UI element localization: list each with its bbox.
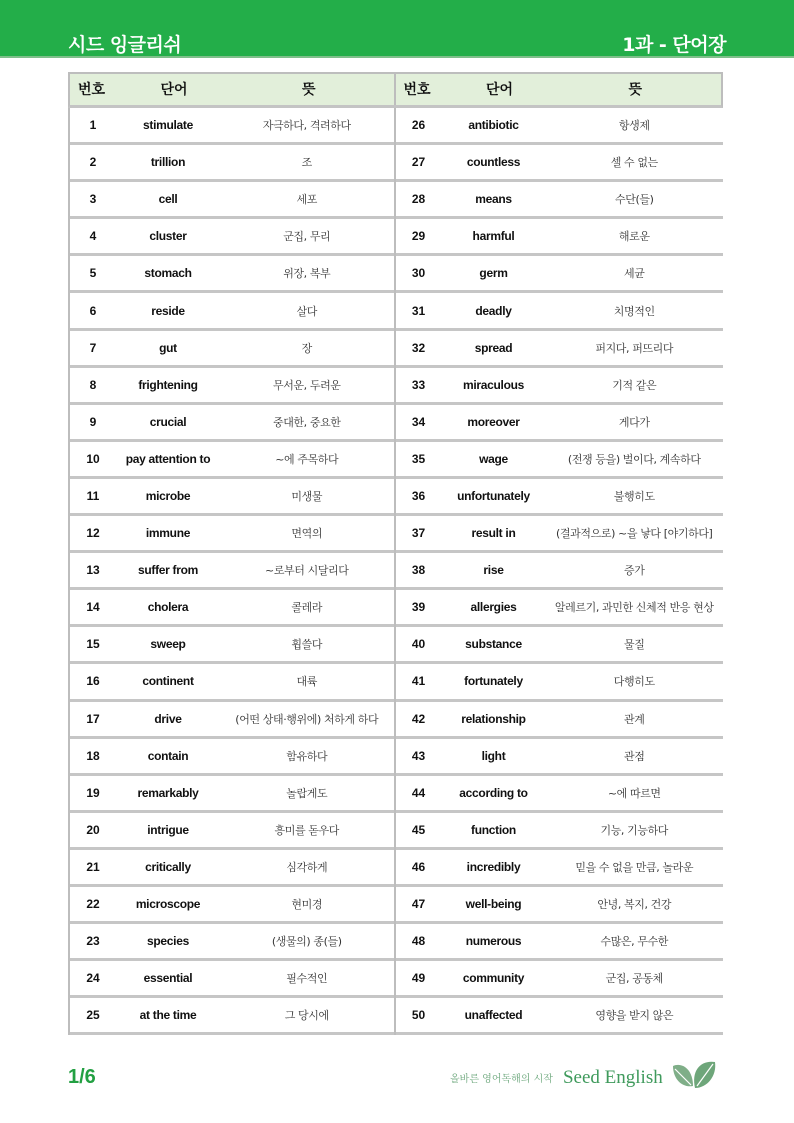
word-text: light [481, 748, 506, 763]
word-text: cell [158, 192, 178, 207]
table-row [396, 331, 724, 368]
word-meaning: 항생제 [618, 119, 650, 133]
word-number: 1 [89, 118, 97, 133]
word-text: antibiotic [468, 118, 519, 133]
table-row [70, 256, 394, 293]
word-text: immune [145, 526, 191, 541]
word-meaning: 미생물 [291, 489, 323, 503]
table-row [396, 256, 724, 293]
word-number: 33 [411, 377, 426, 392]
word-meaning: (생물의) 종(들) [271, 935, 342, 949]
table-row [396, 776, 724, 813]
word-meaning: 군집, 공동체 [605, 972, 663, 986]
leaf-logo-icon [671, 1060, 717, 1095]
word-meaning: (어떤 상태·행위에) 처하게 하다 [235, 712, 379, 726]
table-row [70, 850, 394, 887]
word-text: function [471, 822, 516, 837]
word-text: critically [145, 859, 191, 874]
table-row [396, 590, 724, 627]
word-number: 3 [89, 192, 97, 207]
word-number: 6 [89, 303, 97, 318]
word-number: 46 [411, 859, 426, 874]
table-row [70, 108, 394, 145]
word-meaning: 함유하다 [286, 749, 328, 763]
table-row [70, 293, 394, 330]
header-number: 번호 [78, 82, 106, 98]
word-number: 32 [411, 340, 426, 355]
word-number: 18 [86, 748, 100, 763]
word-meaning: 기능, 기능하다 [600, 823, 669, 837]
table-row [396, 664, 724, 701]
word-number: 23 [86, 934, 100, 949]
word-text: continent [142, 674, 194, 689]
word-text: incredibly [466, 859, 521, 874]
word-number: 37 [411, 526, 426, 541]
word-meaning: 퍼지다, 퍼뜨리다 [595, 341, 674, 355]
word-meaning: 조 [301, 156, 312, 170]
word-text: allergies [470, 600, 517, 615]
table-body [68, 108, 723, 1035]
word-meaning: 심각하게 [286, 860, 328, 874]
word-number: 27 [411, 155, 426, 170]
table-row [396, 627, 724, 664]
table-row [396, 145, 724, 182]
word-text: rise [483, 563, 504, 578]
word-number: 12 [86, 526, 100, 541]
word-text: cholera [147, 600, 189, 615]
word-text: cluster [149, 229, 187, 244]
word-text: gut [159, 340, 177, 355]
word-number: 49 [411, 971, 426, 986]
word-text: microscope [135, 897, 201, 912]
word-meaning: 무서운, 두려운 [272, 378, 341, 392]
brand-title: 시드 잉글리쉬 [68, 34, 182, 56]
table-row [70, 368, 394, 405]
word-number: 7 [89, 340, 97, 355]
word-meaning: 수단(들) [615, 193, 654, 207]
word-meaning: ~로부터 시달리다 [265, 564, 349, 578]
header-word: 단어 [485, 82, 514, 98]
table-row [70, 219, 394, 256]
footer-brand [450, 1060, 717, 1095]
table-row [70, 887, 394, 924]
word-text: species [147, 934, 189, 949]
table-row [396, 219, 724, 256]
header-bar [0, 0, 794, 58]
word-number: 44 [411, 785, 426, 800]
word-meaning: 치명적인 [613, 304, 655, 318]
table-row [396, 516, 724, 553]
vocabulary-table [68, 72, 723, 1035]
word-meaning: 증가 [624, 564, 645, 578]
table-row [396, 998, 724, 1035]
table-row [396, 887, 724, 924]
word-number: 13 [86, 563, 100, 578]
table-row [396, 182, 724, 219]
word-meaning: 필수적인 [286, 972, 328, 986]
header-word: 단어 [160, 82, 188, 98]
table-row [396, 553, 724, 590]
table-row [70, 627, 394, 664]
table-row [396, 293, 724, 330]
word-number: 15 [86, 637, 100, 652]
table-row [70, 702, 394, 739]
header-number: 번호 [403, 82, 431, 98]
word-text: stomach [144, 266, 192, 281]
table-row [396, 739, 724, 776]
word-text: suffer from [137, 563, 199, 578]
word-number: 20 [86, 822, 100, 837]
word-number: 24 [86, 971, 100, 986]
word-number: 36 [411, 488, 426, 503]
word-meaning: 기적 같은 [612, 378, 657, 392]
word-text: means [475, 192, 512, 207]
word-text: contain [147, 748, 189, 763]
word-meaning: (결과적으로) ~을 낳다 [야기하다] [556, 527, 713, 541]
word-meaning: 놀랍게도 [286, 786, 328, 800]
word-number: 11 [86, 488, 100, 503]
page-indicator: 1/6 [68, 1066, 96, 1088]
brand-name: Seed English [562, 1066, 663, 1088]
word-number: 14 [86, 600, 100, 615]
word-meaning: 살다 [296, 304, 317, 318]
table-row [70, 739, 394, 776]
word-number: 9 [89, 414, 97, 429]
table-row [70, 479, 394, 516]
header-meaning: 뜻 [301, 82, 316, 98]
table-row [396, 961, 724, 998]
word-number: 5 [89, 266, 97, 281]
word-meaning: 자극하다, 격려하다 [262, 119, 351, 133]
word-number: 42 [411, 711, 426, 726]
word-text: community [462, 971, 525, 986]
word-meaning: 휩쓸다 [291, 638, 323, 652]
word-text: relationship [461, 711, 526, 726]
table-row [70, 998, 394, 1035]
table-row [396, 442, 724, 479]
word-text: microbe [145, 488, 191, 503]
word-number: 38 [411, 563, 426, 578]
word-meaning: 관계 [624, 712, 645, 726]
word-text: essential [143, 971, 193, 986]
word-meaning: 군집, 무리 [283, 230, 331, 244]
word-meaning: 해로운 [618, 230, 650, 244]
word-meaning: 장 [301, 341, 312, 355]
word-text: well-being [465, 897, 522, 912]
table-row [70, 590, 394, 627]
word-number: 47 [411, 897, 426, 912]
word-meaning: 믿을 수 없을 만큼, 놀라운 [575, 860, 694, 874]
table-row [70, 516, 394, 553]
word-number: 17 [86, 711, 100, 726]
table-row [70, 924, 394, 961]
word-meaning: 면역의 [291, 527, 323, 541]
word-text: drive [154, 711, 182, 726]
word-meaning: 흥미를 돋우다 [274, 823, 339, 837]
word-text: deadly [475, 303, 512, 318]
word-text: result in [471, 526, 516, 541]
word-meaning: 안녕, 복지, 건강 [597, 898, 672, 912]
word-meaning: ~에 따르면 [607, 786, 661, 800]
word-number: 40 [411, 637, 426, 652]
word-text: frightening [138, 377, 198, 392]
word-meaning: 게다가 [618, 415, 650, 429]
word-meaning: 대륙 [296, 675, 317, 689]
table-header [68, 72, 723, 108]
word-meaning: 현미경 [291, 898, 323, 912]
left-column [68, 108, 396, 1035]
table-row [396, 368, 724, 405]
word-text: spread [474, 340, 513, 355]
word-meaning: 중대한, 중요한 [272, 415, 341, 429]
word-number: 43 [411, 748, 426, 763]
table-row [396, 924, 724, 961]
word-text: germ [479, 266, 508, 281]
right-column [396, 108, 724, 1035]
table-row [396, 702, 724, 739]
word-text: sweep [150, 637, 186, 652]
table-row [70, 442, 394, 479]
word-number: 41 [411, 674, 426, 689]
word-number: 19 [86, 785, 100, 800]
word-number: 34 [411, 414, 426, 429]
table-row [70, 961, 394, 998]
word-meaning: 물질 [624, 638, 645, 652]
word-number: 50 [411, 1008, 426, 1023]
header-meaning: 뜻 [628, 82, 643, 98]
table-row [396, 108, 724, 145]
lesson-title: 1과 - 단어장 [622, 34, 726, 56]
table-row [70, 331, 394, 368]
word-meaning: (전쟁 등을) 벌이다, 계속하다 [567, 452, 701, 466]
word-meaning: 영향을 받지 않은 [595, 1009, 674, 1023]
table-row [70, 553, 394, 590]
table-row [396, 813, 724, 850]
word-text: stimulate [143, 118, 193, 133]
word-number: 45 [411, 822, 426, 837]
table-row [70, 776, 394, 813]
brand-slogan: 올바른 영어독해의 시작 [450, 1074, 553, 1085]
word-meaning: 불행히도 [613, 489, 655, 503]
table-row [396, 405, 724, 442]
word-meaning: 콜레라 [291, 601, 323, 615]
word-text: miraculous [462, 377, 525, 392]
word-text: moreover [467, 414, 520, 429]
word-number: 28 [411, 192, 426, 207]
word-meaning: 관점 [624, 749, 645, 763]
word-number: 21 [86, 859, 100, 874]
word-number: 26 [411, 118, 426, 133]
word-number: 4 [89, 229, 97, 244]
table-row [70, 405, 394, 442]
word-number: 29 [411, 229, 426, 244]
table-row [70, 664, 394, 701]
word-text: fortunately [464, 674, 523, 689]
word-meaning: 다행히도 [613, 675, 655, 689]
word-number: 35 [411, 451, 426, 466]
word-text: countless [466, 155, 521, 170]
word-number: 16 [86, 674, 100, 689]
word-text: intrigue [147, 822, 189, 837]
word-text: trillion [150, 155, 186, 170]
word-text: reside [151, 303, 185, 318]
word-text: unaffected [464, 1008, 523, 1023]
word-meaning: 수많은, 무수한 [600, 935, 669, 949]
word-meaning: ~에 주목하다 [275, 452, 339, 466]
word-number: 10 [86, 451, 100, 466]
word-text: unfortunately [457, 488, 530, 503]
table-row [70, 145, 394, 182]
word-meaning: 세포 [296, 193, 317, 207]
word-number: 30 [411, 266, 426, 281]
word-meaning: 그 당시에 [284, 1009, 329, 1023]
word-number: 22 [86, 897, 100, 912]
word-text: crucial [149, 414, 187, 429]
word-number: 48 [411, 934, 426, 949]
word-number: 31 [411, 303, 426, 318]
word-text: substance [465, 637, 522, 652]
word-number: 39 [411, 600, 426, 615]
table-row [396, 850, 724, 887]
word-text: at the time [139, 1008, 197, 1023]
word-text: harmful [472, 229, 515, 244]
word-text: remarkably [137, 785, 199, 800]
word-text: numerous [465, 934, 522, 949]
word-text: pay attention to [125, 451, 211, 466]
word-number: 25 [86, 1008, 100, 1023]
word-number: 8 [89, 377, 97, 392]
table-row [70, 813, 394, 850]
word-meaning: 셀 수 없는 [610, 156, 658, 170]
table-row [396, 479, 724, 516]
word-text: according to [459, 785, 528, 800]
word-meaning: 세균 [624, 267, 645, 281]
word-meaning: 알레르기, 과민한 신체적 반응 현상 [554, 601, 714, 615]
word-text: wage [479, 451, 508, 466]
word-number: 2 [89, 155, 97, 170]
table-row [70, 182, 394, 219]
word-meaning: 위장, 복부 [283, 267, 331, 281]
